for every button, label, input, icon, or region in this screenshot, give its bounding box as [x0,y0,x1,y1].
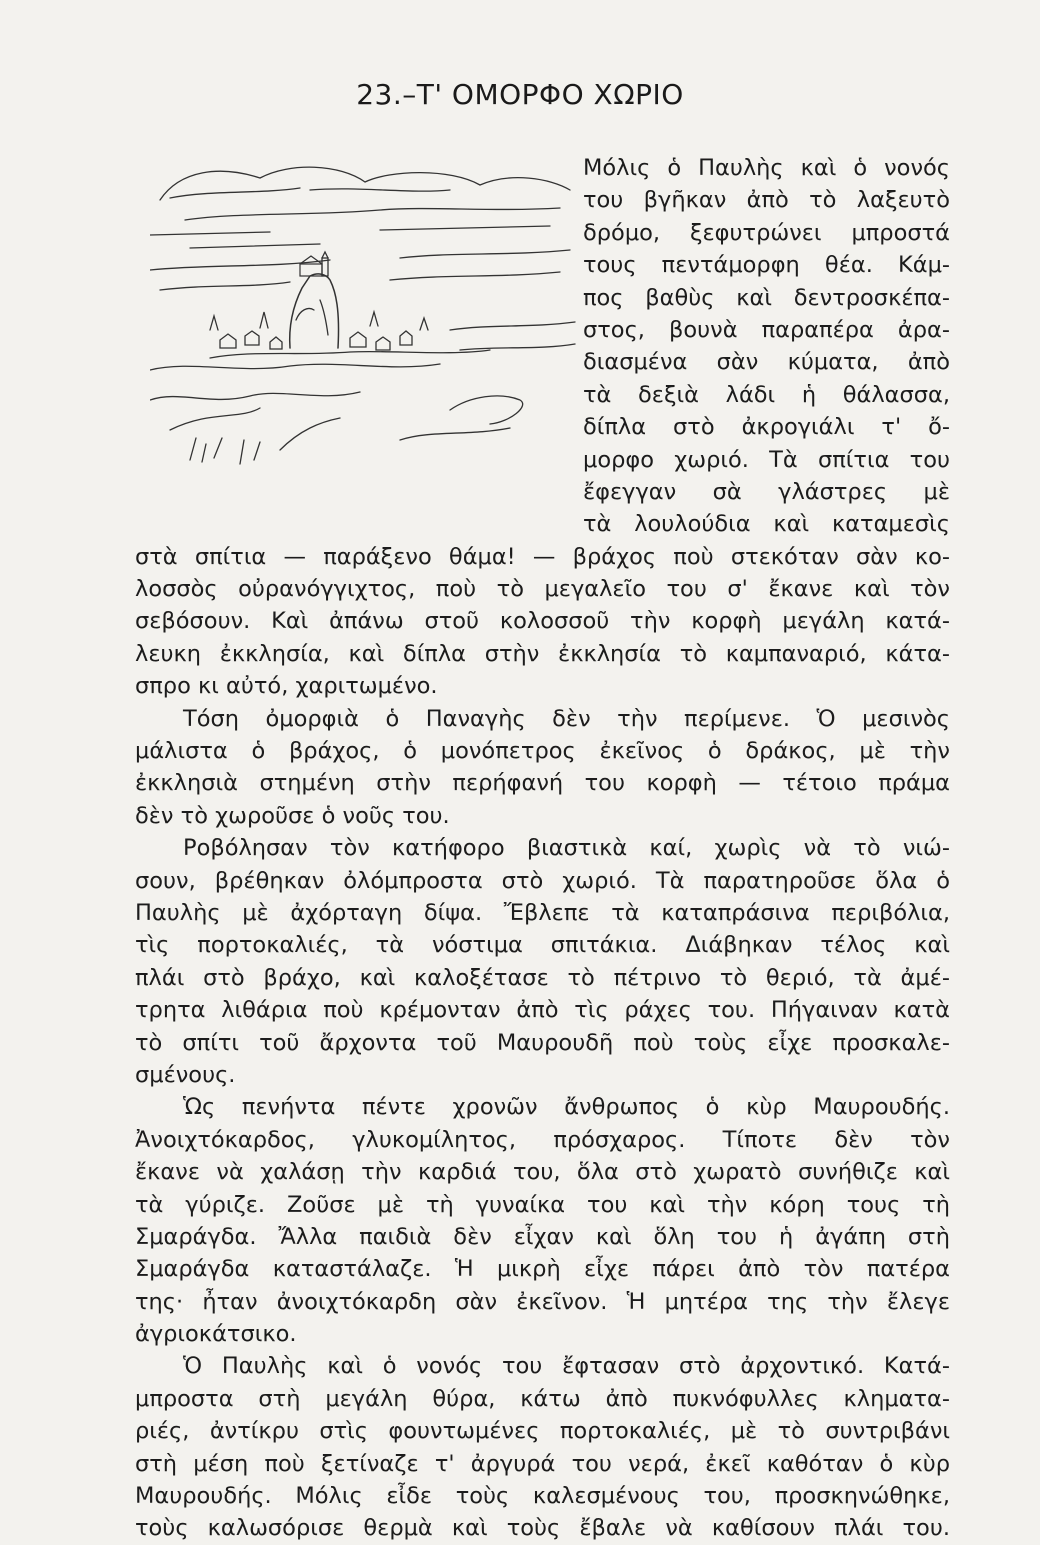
text-line: Σμαράγδα. Ἄλλα παιδιὰ δὲν εἶχαν καὶ ὅλη του ἡ ἀγάπη στὴ [135,1223,950,1250]
paragraph-4 [135,1091,950,1350]
text-line: ἐκκλησιὰ στημένη στὴν περήφανή του κορφὴ — τέτοιο πράμα [135,770,950,797]
text-line: σπρο κι αὐτό, χαριτωμένο. [135,673,438,700]
text-line: Σμαράγδα καταστάλαζε. Ἡ μικρὴ εἶχε πάρει ἀπὸ τὸν πατέρα [135,1256,950,1283]
text-line: στὰ σπίτια — παράξενο θάμα! — βράχος ποὺ στεκόταν σὰν κο- [135,543,950,570]
text-line: λοσσὸς οὐρανόγγιχτος, ποὺ τὸ μεγαλεῖο του σ' ἔκανε καὶ τὸν [135,576,950,603]
text-line: Μαυρουδής. Μόλις εἶδε τοὺς καλεσμένους του, προσκηνώθηκε, [135,1483,950,1510]
text-line: μπροστα στὴ μεγάλη θύρα, κάτω ἀπὸ πυκνόφυλλες κληματα- [135,1385,950,1412]
text-line: Τόση ὀμορφιὰ ὁ Παναγὴς δὲν τὴν περίμενε. Ὁ μεσινὸς [183,705,950,732]
paragraph-3 [135,832,950,1091]
article-text [135,152,950,1545]
text-line: τὰ λουλούδια καὶ καταμεσὶς [583,511,950,538]
paragraph-2 [135,703,950,833]
text-line: δίπλα στὸ ἀκρογιάλι τ' ὄ- [583,414,950,441]
text-line: Ὁ Παυλὴς καὶ ὁ νονός του ἔφτασαν στὸ ἀρχοντικό. Κατά- [183,1353,950,1380]
text-line: στος, βουνὰ παραπέρα ἀρα- [583,316,950,343]
text-line: ριές, ἀντίκρυ στὶς φουντωμένες πορτοκαλιές, μὲ τὸ συντριβάνι [135,1418,950,1445]
text-line: Ὡς πενήντα πέντε χρονῶν ἄνθρωπος ὁ κὺρ Μαυρουδής. [183,1094,950,1121]
text-line: τους πεντάμορφη θέα. Κάμ- [583,252,950,279]
text-line: Παυλὴς μὲ ἀχόρταγη δίψα. Ἔβλεπε τὰ καταπράσινα περιβόλια, [135,899,950,926]
text-line: πλάι στὸ βράχο, καὶ καλοξέτασε τὸ πέτρινο τὸ θεριό, τὰ ἀμέ- [135,964,950,991]
text-line: πος βαθὺς καὶ δεντροσκέπα- [583,284,950,311]
text-line: σεβόσουν. Καὶ ἀπάνω στοῦ κολοσσοῦ τὴν κορφὴ μεγάλη κατά- [135,608,950,635]
text-line: του βγῆκαν ἀπὸ τὸ λαξευτὸ [583,187,950,214]
paragraph-5 [135,1350,950,1544]
text-line: Ροβόλησαν τὸν κατήφορο βιαστικὰ καί, χωρὶς νὰ τὸ νιώ- [183,835,950,862]
text-line: λευκη ἐκκλησία, καὶ δίπλα στὴν ἐκκλησία τὸ καμπαναριό, κάτα- [135,640,950,667]
text-line: διασμένα σὰν κύματα, ἀπὸ [583,349,950,376]
text-line: σμένους. [135,1061,236,1088]
chapter-title: 23.–Τ' ΟΜΟΡΦΟ ΧΩΡΙΟ [356,78,684,111]
text-line: τρητα λιθάρια ποὺ κρέμονταν ἀπὸ τὶς ράχες του. Πήγαιναν κατὰ [135,997,950,1024]
text-line: Μόλις ὁ Παυλὴς καὶ ὁ νονός [583,155,950,181]
text-line: ἔκανε νὰ χαλάσῃ τὴν καρδιά του, ὅλα στὸ χωρατὸ συνήθιζε καὶ [135,1159,950,1186]
text-line: Ἀνοιχτόκαρδος, γλυκομίλητος, πρόσχαρος. Τίποτε δὲν τὸν [135,1126,950,1153]
text-line: της· ἦταν ἀνοιχτόκαρδη σὰν ἐκεῖνον. Ἡ μητέρα της τὴν ἔλεγε [135,1288,950,1315]
text-line: ἀγριοκάτσικο. [135,1321,297,1348]
text-line: ἔφεγγαν σὰ γλάστρες μὲ [583,478,950,505]
text-line: μορφο χωριό. Τὰ σπίτια του [583,446,950,473]
text-line: τὸ σπίτι τοῦ ἄρχοντα τοῦ Μαυρουδῆ ποὺ τοὺς εἶχε προσκαλε- [135,1029,950,1056]
text-line: τοὺς καλωσόρισε θερμὰ καὶ τοὺς ἔβαλε νὰ καθίσουν πλάι του. [135,1515,950,1542]
text-line: τὶς πορτοκαλιές, τὰ νόστιμα σπιτάκια. Διάβηκαν τέλος καὶ [135,932,950,959]
text-line: δρόμο, ξεφυτρώνει μπροστά [583,219,950,246]
text-line: σουν, βρέθηκαν ὀλόμπροστα στὸ χωριό. Τὰ παρατηροῦσε ὅλα ὁ [135,867,950,894]
text-line: δὲν τὸ χωροῦσε ὁ νοῦς του. [135,802,450,829]
text-line: στὴ μέση ποὺ ξετίναζε τ' ἀργυρά του νερά, ἐκεῖ καθόταν ὁ κὺρ [135,1450,950,1477]
paragraph-1 [135,152,950,703]
text-line: τὰ δεξιὰ λάδι ἡ θάλασσα, [583,381,950,408]
text-line: τὰ γύριζε. Ζοῦσε μὲ τὴ γυναίκα του καὶ τὴν κόρη τους τὴ [135,1191,950,1218]
text-line: μάλιστα ὁ βράχος, ὁ μονόπετρος ἐκεῖνος ὁ δράκος, μὲ τὴν [135,738,950,765]
